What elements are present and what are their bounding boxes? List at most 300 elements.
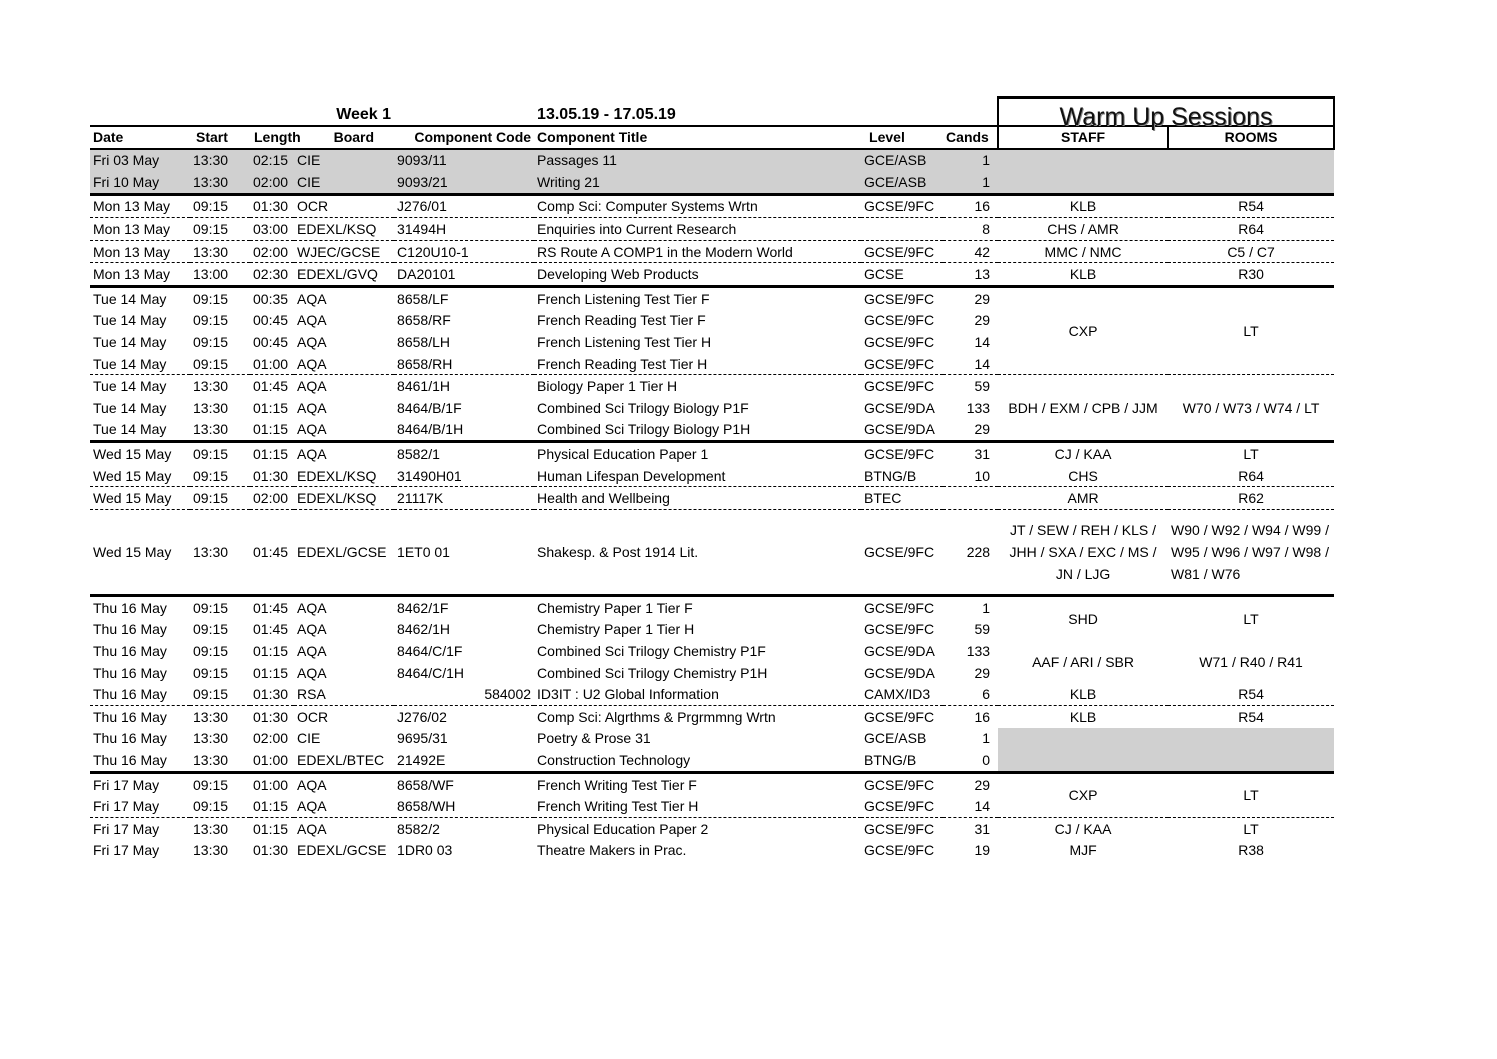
cell-date: Wed 15 May bbox=[90, 442, 190, 465]
cell-length: 01:15 bbox=[253, 421, 289, 438]
cell-level: GCSE/9FC bbox=[861, 596, 943, 619]
cell-rooms: LT bbox=[1168, 442, 1334, 465]
table-row bbox=[90, 772, 1334, 795]
cell-length: 02:00 bbox=[253, 730, 289, 747]
cell-board: EDEXL/GVQ bbox=[294, 263, 394, 287]
cell-level: GCSE/9FC bbox=[861, 772, 943, 795]
table-row bbox=[90, 263, 1334, 287]
cell-length: 01:15 bbox=[253, 642, 289, 659]
cell-date: Wed 15 May bbox=[93, 467, 172, 484]
cell-level: GCSE/9FC bbox=[861, 705, 943, 727]
cell-date: Tue 14 May bbox=[93, 421, 167, 438]
cell-start: 13:30 bbox=[193, 842, 229, 859]
cell-date: Tue 14 May bbox=[93, 355, 167, 372]
cell-length: 01:30 bbox=[253, 686, 289, 703]
cell-length: 02:30 bbox=[250, 263, 294, 287]
cell-board: EDEXL/BTEC bbox=[297, 751, 385, 768]
cell-start: 09:15 bbox=[193, 798, 229, 815]
cell-rooms: C5 / C7 bbox=[1168, 240, 1334, 263]
cell-length: 01:45 bbox=[250, 510, 294, 596]
cell-component-title: Physical Education Paper 2 bbox=[534, 817, 861, 839]
cell-length: 01:45 bbox=[253, 621, 289, 638]
cell-board: AQA bbox=[294, 375, 394, 397]
cell-board: EDEXL/GCSE bbox=[294, 510, 394, 596]
cell-staff: KLB bbox=[998, 705, 1168, 727]
cell-staff: CJ / KAA bbox=[998, 817, 1168, 839]
cell-rooms: LT bbox=[1168, 772, 1334, 817]
cell-staff: KLB bbox=[998, 263, 1168, 287]
cell-date: Wed 15 May bbox=[90, 487, 190, 510]
cell-date: Thu 16 May bbox=[93, 621, 167, 638]
cell-component-code: 584002 bbox=[484, 686, 532, 703]
cell-staff: AAF / ARI / SBR bbox=[1032, 653, 1134, 670]
cell-cands: 16 bbox=[943, 194, 998, 218]
cell-rooms: LT bbox=[1168, 287, 1334, 375]
cell-component-code: 8658/LF bbox=[394, 287, 534, 310]
cell-cands: 133 bbox=[966, 399, 991, 416]
cell-board: AQA bbox=[294, 287, 394, 310]
cell-level: GCSE/9FC bbox=[861, 240, 943, 263]
cell-start: 09:15 bbox=[190, 194, 250, 218]
cell-level: GCSE bbox=[861, 263, 943, 287]
cell-date: Fri 17 May bbox=[93, 842, 160, 859]
cell-start: 13:30 bbox=[193, 730, 229, 747]
cell-start: 09:15 bbox=[190, 772, 250, 795]
cell-cands: 1 bbox=[943, 171, 998, 194]
cell-cands: 19 bbox=[974, 842, 991, 859]
exam-timetable bbox=[90, 96, 1335, 861]
cell-length: 01:15 bbox=[253, 664, 289, 681]
cell-board: AQA bbox=[294, 596, 394, 619]
cell-date: Tue 14 May bbox=[90, 287, 190, 310]
table-row bbox=[90, 171, 1334, 194]
cell-length: 02:00 bbox=[250, 171, 294, 194]
cell-board: RSA bbox=[297, 686, 326, 703]
cell-component-title: Combined Sci Trilogy Chemistry P1H bbox=[537, 664, 768, 681]
cell-component-title: Theatre Makers in Prac. bbox=[537, 842, 687, 859]
cell-length: 02:00 bbox=[250, 240, 294, 263]
cell-date: Mon 13 May bbox=[90, 263, 190, 287]
cell-length: 01:30 bbox=[253, 467, 289, 484]
cell-rooms: R30 bbox=[1168, 263, 1334, 287]
cell-date: Fri 03 May bbox=[90, 149, 190, 172]
cell-component-code: J276/01 bbox=[394, 194, 534, 218]
cell-start: 09:15 bbox=[193, 664, 229, 681]
table-row bbox=[90, 840, 1334, 862]
cell-cands: 14 bbox=[974, 334, 991, 351]
table-row bbox=[90, 683, 1334, 705]
cell-component-title: ID3IT : U2 Global Information bbox=[537, 686, 719, 703]
cell-cands: 29 bbox=[943, 287, 998, 310]
cell-cands: 6 bbox=[982, 686, 991, 703]
cell-board: OCR bbox=[294, 194, 394, 218]
cell-start: 13:30 bbox=[190, 510, 250, 596]
cell-date: Thu 16 May bbox=[90, 705, 190, 727]
cell-component-title: Poetry & Prose 31 bbox=[537, 730, 651, 747]
table-row bbox=[90, 705, 1334, 727]
cell-level: GCSE/9FC bbox=[864, 798, 935, 815]
cell-component-code: 8582/1 bbox=[394, 442, 534, 465]
cell-length: 01:15 bbox=[253, 798, 289, 815]
cell-board: AQA bbox=[297, 355, 327, 372]
cell-component-code: 8658/WF bbox=[394, 772, 534, 795]
cell-board: WJEC/GCSE bbox=[294, 240, 394, 263]
cell-component-code: 31494H bbox=[394, 218, 534, 241]
cell-cands: 59 bbox=[974, 621, 991, 638]
cell-component-code: 8464/C/1H bbox=[397, 664, 464, 681]
table-row bbox=[90, 596, 1334, 619]
cell-staff: CHS / AMR bbox=[998, 218, 1168, 241]
cell-component-code: 8582/2 bbox=[394, 817, 534, 839]
cell-start: 13:30 bbox=[193, 399, 229, 416]
cell-cands: 14 bbox=[974, 355, 991, 372]
cell-staff: KLB bbox=[1069, 686, 1097, 703]
cell-component-title: Enquiries into Current Research bbox=[534, 218, 861, 241]
cell-length: 01:15 bbox=[253, 399, 289, 416]
cell-component-title: French Writing Test Tier F bbox=[534, 772, 861, 795]
cell-rooms: W90 / W92 / W94 / W99 / W95 / W96 / W97 / W98 / W81 / W76 bbox=[1168, 510, 1334, 596]
cell-board: AQA bbox=[294, 442, 394, 465]
table-row bbox=[90, 640, 1334, 662]
cell-cands: 133 bbox=[966, 642, 991, 659]
cell-component-title: Comp Sci: Computer Systems Wrtn bbox=[534, 194, 861, 218]
cell-component-code: DA20101 bbox=[394, 263, 534, 287]
table-row bbox=[90, 465, 1334, 487]
cell-board: CIE bbox=[294, 149, 394, 172]
cell-staff: CXP bbox=[998, 772, 1168, 817]
cell-component-code: 21117K bbox=[394, 487, 534, 510]
cell-component-code: 9093/21 bbox=[394, 171, 534, 194]
cell-date: Tue 14 May bbox=[93, 334, 167, 351]
cell-component-title: Combined Sci Trilogy Chemistry P1F bbox=[537, 642, 766, 659]
cell-component-code: 8462/1F bbox=[394, 596, 534, 619]
date-range-label: 13.05.19 - 17.05.19 bbox=[537, 105, 676, 123]
cell-board: AQA bbox=[297, 664, 327, 681]
cell-date: Wed 15 May bbox=[90, 510, 190, 596]
cell-component-code: 8658/LH bbox=[397, 334, 450, 351]
cell-staff: SHD bbox=[998, 596, 1168, 641]
cell-cands: 10 bbox=[974, 467, 991, 484]
cell-start: 13:30 bbox=[190, 817, 250, 839]
table-row bbox=[90, 442, 1334, 465]
cell-level: GCSE/9FC bbox=[864, 842, 935, 859]
cell-board: AQA bbox=[294, 772, 394, 795]
cell-date: Tue 14 May bbox=[93, 399, 167, 416]
cell-date: Thu 16 May bbox=[93, 686, 167, 703]
cell-date: Fri 17 May bbox=[90, 817, 190, 839]
cell-component-title: Developing Web Products bbox=[534, 263, 861, 287]
header-staff: STAFF bbox=[998, 126, 1168, 149]
cell-start: 13:00 bbox=[190, 263, 250, 287]
cell-component-code: 8658/RH bbox=[397, 355, 453, 372]
cell-rooms: W71 / R40 / R41 bbox=[1199, 653, 1303, 670]
table-row bbox=[90, 287, 1334, 310]
cell-level: GCSE/9FC bbox=[864, 621, 935, 638]
exam-timetable-sheet bbox=[90, 96, 1334, 861]
cell-length: 01:15 bbox=[250, 817, 294, 839]
cell-board: AQA bbox=[297, 312, 327, 329]
cell-start: 09:15 bbox=[193, 355, 229, 372]
cell-cands: 13 bbox=[943, 263, 998, 287]
cell-component-title: Chemistry Paper 1 Tier F bbox=[534, 596, 861, 619]
cell-cands: 59 bbox=[943, 375, 998, 397]
cell-component-title: Health and Wellbeing bbox=[534, 487, 861, 510]
blank-shaded-cell bbox=[998, 728, 1334, 773]
cell-level: GCSE/9DA bbox=[864, 399, 935, 416]
cell-component-code: 8462/1H bbox=[397, 621, 450, 638]
cell-date: Thu 16 May bbox=[93, 664, 167, 681]
cell-date: Fri 10 May bbox=[90, 171, 190, 194]
cell-level bbox=[861, 218, 943, 241]
cell-component-title: French Writing Test Tier H bbox=[537, 798, 699, 815]
cell-component-title: Combined Sci Trilogy Biology P1H bbox=[537, 421, 751, 438]
cell-length: 02:15 bbox=[250, 149, 294, 172]
table-row bbox=[90, 817, 1334, 839]
table-row bbox=[90, 728, 1334, 750]
cell-level: GCE/ASB bbox=[861, 149, 943, 172]
cell-staff: BDH / EXM / CPB / JJM bbox=[998, 375, 1168, 442]
cell-staff: KLB bbox=[998, 194, 1168, 218]
cell-rooms: LT bbox=[1168, 817, 1334, 839]
cell-level: GCSE/9FC bbox=[861, 375, 943, 397]
cell-start: 09:15 bbox=[193, 642, 229, 659]
cell-component-title: French Listening Test Tier F bbox=[534, 287, 861, 310]
cell-level: GCSE/9FC bbox=[861, 442, 943, 465]
cell-date: Fri 17 May bbox=[93, 798, 160, 815]
table-row bbox=[90, 375, 1334, 397]
cell-board: EDEXL/GCSE bbox=[297, 842, 387, 859]
cell-component-title: French Reading Test Tier F bbox=[537, 312, 706, 329]
cell-component-code: 8464/B/1F bbox=[397, 399, 462, 416]
cell-length: 01:30 bbox=[250, 705, 294, 727]
cell-board: AQA bbox=[297, 798, 327, 815]
cell-level: GCSE/9DA bbox=[864, 642, 935, 659]
cell-level: BTNG/B bbox=[864, 751, 917, 768]
cell-board: EDEXL/KSQ bbox=[297, 467, 377, 484]
cell-staff: JT / SEW / REH / KLS / JHH / SXA / EXC / MS / JN / LJG bbox=[998, 510, 1168, 596]
cell-board: AQA bbox=[294, 817, 394, 839]
cell-component-title: RS Route A COMP1 in the Modern World bbox=[534, 240, 861, 263]
cell-date: Fri 17 May bbox=[90, 772, 190, 795]
cell-board: AQA bbox=[297, 334, 327, 351]
cell-level: GCSE/9FC bbox=[861, 817, 943, 839]
cell-cands: 29 bbox=[943, 772, 998, 795]
cell-cands: 1 bbox=[943, 596, 998, 619]
cell-rooms: R54 bbox=[1168, 705, 1334, 727]
cell-cands bbox=[943, 487, 998, 510]
cell-staff bbox=[998, 171, 1168, 194]
cell-board: AQA bbox=[297, 621, 327, 638]
cell-board: EDEXL/KSQ bbox=[294, 218, 394, 241]
cell-component-title: Construction Technology bbox=[537, 751, 691, 768]
cell-staff bbox=[998, 149, 1168, 172]
cell-start: 13:30 bbox=[193, 421, 229, 438]
cell-rooms: R38 bbox=[1238, 842, 1264, 859]
cell-staff: CHS bbox=[1068, 467, 1098, 484]
cell-cands: 42 bbox=[943, 240, 998, 263]
header-level: Level bbox=[861, 126, 943, 149]
cell-component-title: Shakesp. & Post 1914 Lit. bbox=[534, 510, 861, 596]
header-code: Component Code bbox=[394, 126, 534, 149]
cell-length: 01:45 bbox=[250, 596, 294, 619]
cell-cands: 29 bbox=[974, 421, 991, 438]
cell-component-code: J276/02 bbox=[394, 705, 534, 727]
cell-board: CIE bbox=[294, 171, 394, 194]
cell-board: AQA bbox=[297, 642, 327, 659]
cell-cands: 29 bbox=[974, 664, 991, 681]
cell-component-code: 9093/11 bbox=[394, 149, 534, 172]
cell-start: 13:30 bbox=[190, 171, 250, 194]
cell-date: Thu 16 May bbox=[93, 730, 167, 747]
header-start: Start bbox=[190, 126, 250, 149]
cell-length: 00:35 bbox=[250, 287, 294, 310]
cell-start: 09:15 bbox=[193, 621, 229, 638]
table-row bbox=[90, 487, 1334, 510]
cell-cands: 1 bbox=[982, 730, 991, 747]
cell-board: AQA bbox=[297, 399, 327, 416]
cell-rooms bbox=[1168, 171, 1334, 194]
cell-level: GCSE/9FC bbox=[864, 355, 935, 372]
cell-level: GCSE/9FC bbox=[861, 194, 943, 218]
cell-cands: 31 bbox=[943, 442, 998, 465]
cell-length: 01:45 bbox=[250, 375, 294, 397]
header-date: Date bbox=[90, 126, 190, 149]
cell-date: Mon 13 May bbox=[90, 218, 190, 241]
cell-rooms: R54 bbox=[1168, 194, 1334, 218]
cell-start: 09:15 bbox=[193, 312, 229, 329]
cell-start: 09:15 bbox=[190, 442, 250, 465]
cell-component-code: 8658/WH bbox=[397, 798, 456, 815]
cell-rooms: R64 bbox=[1238, 467, 1264, 484]
cell-date: Thu 16 May bbox=[93, 751, 167, 768]
cell-component-code: 8461/1H bbox=[394, 375, 534, 397]
cell-cands: 29 bbox=[974, 312, 991, 329]
cell-level: GCSE/9DA bbox=[864, 664, 935, 681]
cell-cands: 0 bbox=[982, 751, 991, 768]
cell-component-code: 9695/31 bbox=[397, 730, 448, 747]
cell-component-title: Comp Sci: Algrthms & Prgrmmng Wrtn bbox=[534, 705, 861, 727]
cell-component-title: Biology Paper 1 Tier H bbox=[534, 375, 861, 397]
cell-level: BTEC bbox=[861, 487, 943, 510]
cell-start: 13:30 bbox=[190, 240, 250, 263]
cell-component-title: French Listening Test Tier H bbox=[537, 334, 712, 351]
cell-component-code: 31490H01 bbox=[397, 467, 462, 484]
cell-board: EDEXL/KSQ bbox=[294, 487, 394, 510]
header-rooms: ROOMS bbox=[1168, 126, 1334, 149]
table-row bbox=[90, 218, 1334, 241]
cell-level: GCSE/9FC bbox=[861, 510, 943, 596]
cell-date: Mon 13 May bbox=[90, 240, 190, 263]
cell-level: GCE/ASB bbox=[861, 171, 943, 194]
cell-staff: MMC / NMC bbox=[998, 240, 1168, 263]
table-row bbox=[90, 194, 1334, 218]
cell-rooms: R64 bbox=[1168, 218, 1334, 241]
cell-rooms: LT bbox=[1168, 596, 1334, 641]
header-title: Component Title bbox=[534, 126, 861, 149]
cell-component-title: Writing 21 bbox=[534, 171, 861, 194]
cell-component-title: Combined Sci Trilogy Biology P1F bbox=[537, 399, 749, 416]
cell-component-code: 8658/RF bbox=[397, 312, 451, 329]
warm-up-title: Warm Up Sessions bbox=[998, 98, 1334, 126]
cell-staff: MJF bbox=[1069, 842, 1097, 859]
cell-rooms: W70 / W73 / W74 / LT bbox=[1168, 375, 1334, 442]
cell-start: 09:15 bbox=[193, 467, 229, 484]
cell-cands: 1 bbox=[943, 149, 998, 172]
table-row bbox=[90, 240, 1334, 263]
week-label: Week 1 bbox=[336, 105, 392, 123]
cell-length: 02:00 bbox=[250, 487, 294, 510]
cell-date: Tue 14 May bbox=[90, 375, 190, 397]
cell-date: Thu 16 May bbox=[90, 596, 190, 619]
cell-cands: 14 bbox=[974, 798, 991, 815]
cell-level: GCSE/9FC bbox=[864, 334, 935, 351]
cell-start: 09:15 bbox=[190, 218, 250, 241]
cell-component-code: 21492E bbox=[397, 751, 446, 768]
cell-component-code: C120U10-1 bbox=[394, 240, 534, 263]
cell-component-title: Human Lifespan Development bbox=[537, 467, 726, 484]
cell-component-code: 8464/B/1H bbox=[397, 421, 464, 438]
cell-level: GCSE/9FC bbox=[864, 312, 935, 329]
cell-date: Thu 16 May bbox=[93, 642, 167, 659]
cell-board: AQA bbox=[297, 421, 327, 438]
cell-level: CAMX/ID3 bbox=[864, 686, 931, 703]
cell-level: GCE/ASB bbox=[864, 730, 927, 747]
cell-length: 01:30 bbox=[253, 842, 289, 859]
cell-component-code: 1ET0 01 bbox=[394, 510, 534, 596]
cell-staff: AMR bbox=[998, 487, 1168, 510]
cell-level: GCSE/9DA bbox=[864, 421, 935, 438]
cell-start: 09:15 bbox=[193, 686, 229, 703]
cell-component-title: Passages 11 bbox=[534, 149, 861, 172]
cell-cands: 228 bbox=[943, 510, 998, 596]
table-row bbox=[90, 149, 1334, 172]
cell-start: 13:30 bbox=[190, 375, 250, 397]
cell-start: 09:15 bbox=[190, 287, 250, 310]
cell-staff: CJ / KAA bbox=[998, 442, 1168, 465]
cell-start: 13:30 bbox=[190, 149, 250, 172]
cell-start: 09:15 bbox=[190, 596, 250, 619]
cell-start: 09:15 bbox=[190, 487, 250, 510]
cell-date: Tue 14 May bbox=[93, 312, 167, 329]
cell-level: BTNG/B bbox=[864, 467, 917, 484]
header-board: Board bbox=[294, 126, 394, 149]
cell-rooms bbox=[1168, 149, 1334, 172]
cell-length: 03:00 bbox=[250, 218, 294, 241]
cell-cands: 16 bbox=[943, 705, 998, 727]
table-row bbox=[90, 510, 1334, 596]
cell-component-title: French Reading Test Tier H bbox=[537, 355, 708, 372]
cell-component-title: Chemistry Paper 1 Tier H bbox=[537, 621, 695, 638]
cell-level: GCSE/9FC bbox=[861, 287, 943, 310]
cell-component-title: Physical Education Paper 1 bbox=[534, 442, 861, 465]
cell-start: 13:30 bbox=[190, 705, 250, 727]
cell-board: OCR bbox=[294, 705, 394, 727]
cell-length: 01:00 bbox=[250, 772, 294, 795]
cell-component-code: 1DR0 03 bbox=[397, 842, 453, 859]
cell-board: CIE bbox=[297, 730, 321, 747]
cell-rooms: R54 bbox=[1238, 686, 1264, 703]
cell-length: 01:15 bbox=[250, 442, 294, 465]
cell-length: 00:45 bbox=[253, 334, 289, 351]
cell-start: 09:15 bbox=[193, 334, 229, 351]
cell-length: 01:30 bbox=[250, 194, 294, 218]
cell-length: 01:00 bbox=[253, 355, 289, 372]
cell-rooms: R62 bbox=[1168, 487, 1334, 510]
header-length: Length bbox=[250, 126, 294, 149]
cell-date: Mon 13 May bbox=[90, 194, 190, 218]
cell-cands: 31 bbox=[943, 817, 998, 839]
cell-length: 00:45 bbox=[253, 312, 289, 329]
